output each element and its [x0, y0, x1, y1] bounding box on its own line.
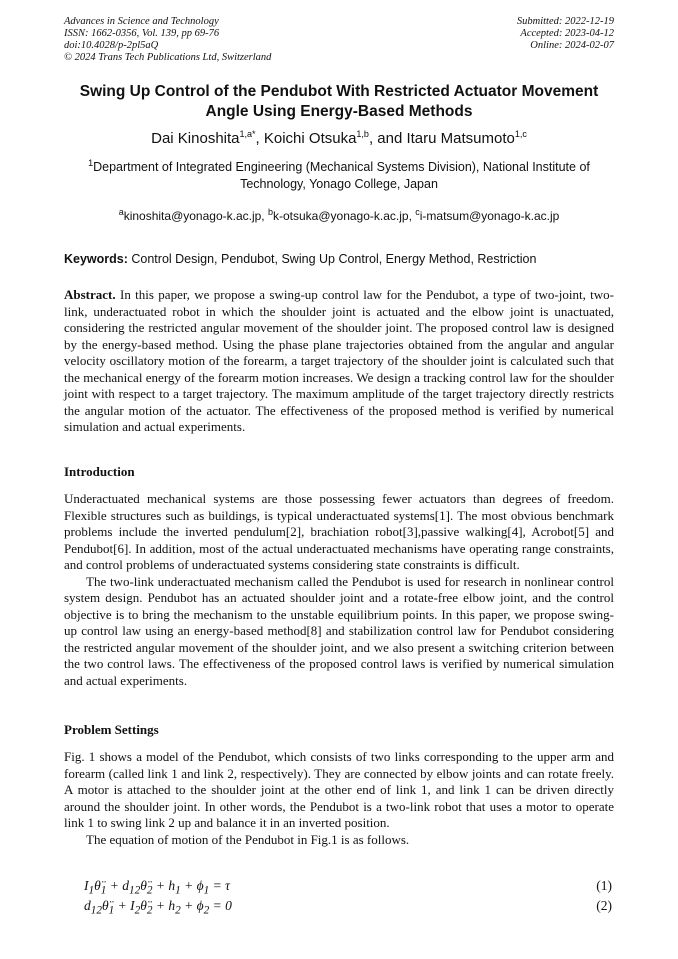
- journal-name: Advances in Science and Technology: [64, 16, 219, 27]
- equation-number: (2): [596, 898, 612, 913]
- journal-issn: ISSN: 1662-0356, Vol. 139, pp 69-76: [64, 28, 220, 39]
- author-list: [60, 129, 618, 147]
- abstract-text: In this paper, we propose a swing-up control law for the Pendubot, a type of two-joint, two-link, underactuated robot in which the shoulder joint is actuated and the elbow joint is unactuated, considering the restricted angular movement of the shoulder joint. The proposed control law is designed by the energy-based method. Using the phase plane trajectories obtained from the angular and angular velocity oscillatory motion of the forearm, a target trajectory of the shoulder joint is calculated such that the mechanical energy of the forearm motion increases. We design a tracking control law for the shoulder joint with respect to a target trajectory. The maximum amplitude of the target trajectory directly restricts the angular motion of the actuator. The effectiveness of the proposed method is verified by numerical simulation and actual experiments.: [64, 287, 614, 434]
- author-separator: , and: [368, 130, 407, 147]
- affiliation-marker: 1: [88, 158, 94, 168]
- keywords: [64, 252, 624, 266]
- equation-body: $d_{12}\thetä_1$ + $I_2\thetä_2 + h_2 + \phi_2 = 0$: [84, 898, 232, 917]
- section-heading-introduction: Introduction: [64, 464, 135, 479]
- journal-info: [64, 16, 271, 64]
- equation-number: (1): [596, 878, 612, 893]
- dates-info: [517, 16, 614, 52]
- paragraph: Underactuated mechanical systems are those possessing fewer actuators than degrees of freedom. Flexible structures such as buildings, is typical underactuated systems[1]. The most obvious benchmark problems include the inverted pendulum[2], brachiation robot[3],passive walking[4], Acrobot[5] and Pendubot[6]. In addition, most of the actual underactuated mechanisms have operating range constraints, and control problems of underactuated systems considering state constraints is difficult.: [64, 491, 614, 572]
- author-marker: 1,c: [514, 129, 527, 139]
- keywords-text: Control Design, Pendubot, Swing Up Control, Energy Method, Restriction: [127, 252, 537, 266]
- email-marker: a: [118, 207, 124, 217]
- email-list: [60, 207, 618, 223]
- journal-doi: doi:10.4028/p-2pl5aQ: [64, 40, 159, 51]
- journal-copyright: © 2024 Trans Tech Publications Ltd, Switzerland: [64, 52, 272, 63]
- section-heading-problem-settings: Problem Settings: [64, 722, 159, 737]
- author-marker: 1,a*: [239, 129, 256, 139]
- author-marker: 1,b: [356, 129, 369, 139]
- online-date: Online: 2024-02-07: [530, 40, 614, 51]
- equation-2: [84, 898, 612, 917]
- email-marker: c: [415, 207, 420, 217]
- author-name: Itaru Matsumoto: [406, 130, 515, 147]
- paragraph: The equation of motion of the Pendubot in Fig.1 is as follows.: [86, 831, 410, 847]
- introduction-body: [64, 491, 614, 689]
- accepted-date: Accepted: 2023-04-12: [520, 28, 614, 39]
- abstract: [64, 287, 614, 436]
- paragraph: The two-link underactuated mechanism called the Pendubot is used for research in nonlinear control system design. Pendubot has an actuated shoulder joint and a rotate-free elbow joint, and the control objective is to bring the mechanism to the unstable equilibrium points. In this paper, we propose swing-up control law using an energy-based method[8] and stabilization control law for Pendubot considering the restricted angular movement of the shoulder joint, and we also present a switching criterion between the two control laws. The effectiveness of the proposed control laws is verified by numerical simulation and actual experiments.: [64, 573, 614, 688]
- author-name: Dai Kinoshita: [151, 130, 240, 147]
- equation-1: [84, 878, 612, 897]
- paper-title: Swing Up Control of the Pendubot With Restricted Actuator Movement Angle Using Energy-Based Methods: [79, 83, 599, 120]
- submitted-date: Submitted: 2022-12-19: [516, 16, 614, 27]
- email-marker: b: [267, 207, 273, 217]
- paragraph: Fig. 1 shows a model of the Pendubot, which consists of two links corresponding to the upper arm and forearm (called link 1 and link 2, respectively). They are connected by elbow joints and can rotate freely. A motor is attached to the shoulder joint at the other end of link 1, and link 1 can be driven directly around the shoulder joint. In other words, the Pendubot is a two-link robot that uses a motor to operate link 1 to swing link 2 up and balance it in an inverted position.: [64, 749, 614, 830]
- author-name: Koichi Otsuka: [263, 130, 357, 147]
- abstract-label: Abstract.: [64, 287, 116, 302]
- author-separator: ,: [255, 130, 264, 147]
- affiliation-text: Department of Integrated Engineering (Mechanical Systems Division), National Institute of Technology, Yonago College, Japan: [93, 160, 590, 192]
- email-link[interactable]: i-matsum@yonago-k.ac.jp: [419, 209, 560, 223]
- equation-body: $I_1\thetä_1$ + $d_{12}\thetä_2 + h_1 + \phi_1 = \tau$: [84, 878, 230, 897]
- affiliation: [70, 155, 608, 193]
- email-link[interactable]: k-otsuka@yonago-k.ac.jp,: [272, 209, 416, 223]
- email-link[interactable]: kinoshita@yonago-k.ac.jp,: [123, 209, 268, 223]
- problem-settings-body: [64, 749, 614, 848]
- keywords-label: Keywords:: [64, 252, 128, 266]
